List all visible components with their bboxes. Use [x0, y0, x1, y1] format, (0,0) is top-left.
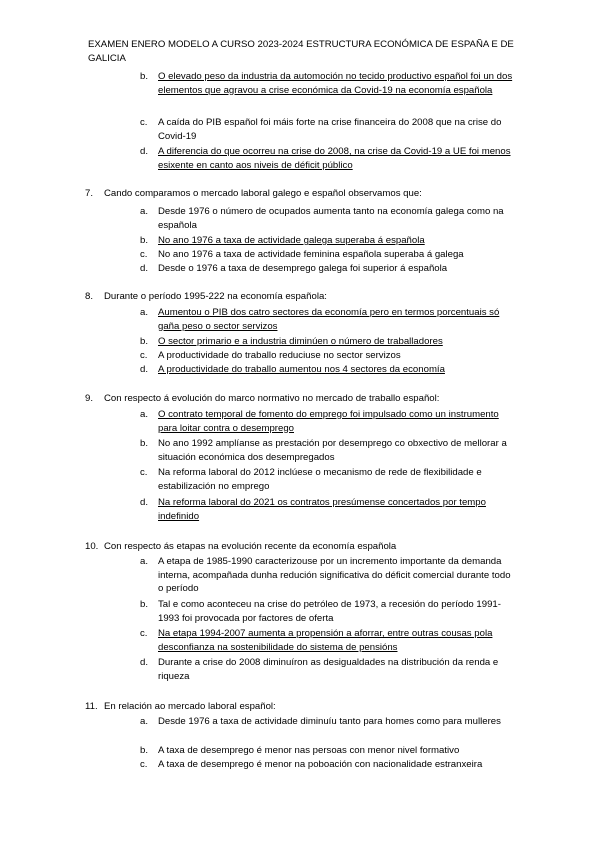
- option-c: [140, 466, 514, 493]
- option-text: A etapa de 1985-1990 caracterizouse por un incremento importante da demanda interna, acompañada dunha redución significativa do déficit comercial durante todo o período: [158, 556, 511, 594]
- option-c: [140, 349, 514, 363]
- option-a: [140, 205, 514, 232]
- option-letter: a.: [140, 409, 149, 420]
- question-number: 7.: [85, 188, 94, 199]
- option-letter: c.: [140, 628, 148, 639]
- option-text: Na reforma laboral do 2012 inclúese o mecanismo de rede de flexibilidade e estabilización no emprego: [158, 467, 482, 492]
- option-letter: b.: [140, 438, 149, 449]
- option-text: A taxa de desemprego é menor na poboación con nacionalidade estranxeira: [158, 759, 483, 770]
- option-letter: d.: [140, 263, 149, 274]
- option-letter: c.: [140, 117, 148, 128]
- option-c: [140, 116, 514, 143]
- option-b: [140, 234, 514, 248]
- option-c: [140, 627, 514, 654]
- option-letter: d.: [140, 657, 149, 668]
- question-text: Durante o período 1995-222 na economía española:: [104, 291, 327, 302]
- option-text: No ano 1976 a taxa de actividade galega superaba á española: [158, 235, 425, 246]
- option-letter: d.: [140, 364, 149, 375]
- option-letter: b.: [140, 336, 149, 347]
- question-number: 10.: [85, 541, 99, 552]
- option-letter: c.: [140, 467, 148, 478]
- option-b: [140, 437, 514, 464]
- option-text: No ano 1992 amplíanse as prestación por desemprego co obxectivo de mellorar a situación económica dos desempregados: [158, 438, 507, 463]
- option-text: Desde 1976 o número de ocupados aumenta tanto na economía galega como na española: [158, 206, 504, 231]
- option-text: Tal e como aconteceu na crise do petróleo de 1973, a recesión do período 1991-1993 foi provocada por factores de oferta: [158, 599, 501, 624]
- question-number: 11.: [85, 701, 98, 712]
- option-text: O sector primario e a industria diminúen o número de traballadores: [158, 336, 443, 347]
- option-text: Na reforma laboral do 2021 os contratos presúmense concertados por tempo indefinido: [158, 497, 486, 522]
- option-d: [140, 496, 514, 523]
- option-b: [140, 70, 514, 97]
- question-10: [85, 540, 514, 554]
- option-a: [140, 715, 514, 729]
- option-letter: d.: [140, 497, 149, 508]
- question-8: [85, 290, 514, 304]
- question-text: Con respecto ás etapas na evolución recente da economía española: [104, 541, 397, 552]
- option-letter: b.: [140, 745, 149, 756]
- option-a: [140, 408, 514, 435]
- option-letter: a.: [140, 307, 149, 318]
- option-letter: c.: [140, 759, 148, 770]
- option-text: A productividade do traballo aumentou nos 4 sectores da economía: [158, 364, 445, 375]
- option-c: [140, 758, 514, 772]
- option-text: O elevado peso da industria da automoción no tecido productivo español foi un dos elementos que agravou a crise económica da Covid-19 na economía española: [158, 71, 513, 96]
- option-text: No ano 1976 a taxa de actividade feminina española superaba á galega: [158, 249, 464, 260]
- option-letter: b.: [140, 235, 149, 246]
- option-a: [140, 306, 514, 333]
- option-text: Na etapa 1994-2007 aumenta a propensión a aforrar, entre outras cousas pola desconfianza na sostenibilidade do sistema de pensións: [158, 628, 493, 653]
- option-d: [140, 145, 514, 172]
- option-text: Aumentou o PIB dos catro sectores da economía pero en termos porcentuais só gaña peso o sector servizos: [158, 307, 500, 332]
- option-letter: a.: [140, 206, 149, 217]
- option-letter: b.: [140, 599, 149, 610]
- option-text: A diferencia do que ocorreu na crise do 2008, na crise da Covid-19 a UE foi menos esixente en canto aos niveis de déficit público: [158, 146, 511, 171]
- option-a: [140, 555, 514, 596]
- option-d: [140, 656, 514, 683]
- option-letter: a.: [140, 716, 149, 727]
- option-text: A taxa de desemprego é menor nas persoas con menor nivel formativo: [158, 745, 460, 756]
- option-letter: b.: [140, 71, 149, 82]
- question-text: Con respecto á evolución do marco normativo no mercado de traballo español:: [104, 393, 440, 404]
- option-letter: d.: [140, 146, 149, 157]
- option-text: A caída do PIB español foi máis forte na crise financeira do 2008 que na crise do Covid-19: [158, 117, 502, 142]
- question-text: Cando comparamos o mercado laboral galego e español observamos que:: [104, 188, 422, 199]
- option-b: [140, 598, 514, 625]
- option-letter: c.: [140, 249, 148, 260]
- option-text: Desde 1976 a taxa de actividade diminuíu tanto para homes como para mulleres: [158, 716, 501, 727]
- question-9: [85, 392, 514, 406]
- option-text: Desde o 1976 a taxa de desemprego galega foi superior á española: [158, 263, 448, 274]
- question-number: 8.: [85, 291, 94, 302]
- question-text: En relación ao mercado laboral español:: [104, 701, 276, 712]
- question-number: 9.: [85, 393, 94, 404]
- page-header: EXAMEN ENERO MODELO A CURSO 2023-2024 ESTRUCTURA ECONÓMICA DE ESPAÑA E DE GALICIA: [88, 39, 514, 64]
- option-text: Durante a crise do 2008 diminuíron as desigualdades na distribución da renda e riqueza: [158, 657, 499, 682]
- option-b: [140, 744, 514, 758]
- option-letter: c.: [140, 350, 148, 361]
- option-text: O contrato temporal de fomento do emprego foi impulsado como un instrumento para loitar contra o desemprego: [158, 409, 499, 434]
- option-b: [140, 335, 514, 349]
- option-text: A productividade do traballo reduciuse no sector servizos: [158, 350, 401, 361]
- option-letter: a.: [140, 556, 149, 567]
- question-11: [85, 700, 514, 714]
- option-d: [140, 262, 514, 276]
- option-c: [140, 248, 514, 262]
- option-d: [140, 363, 514, 377]
- question-7: [85, 187, 514, 201]
